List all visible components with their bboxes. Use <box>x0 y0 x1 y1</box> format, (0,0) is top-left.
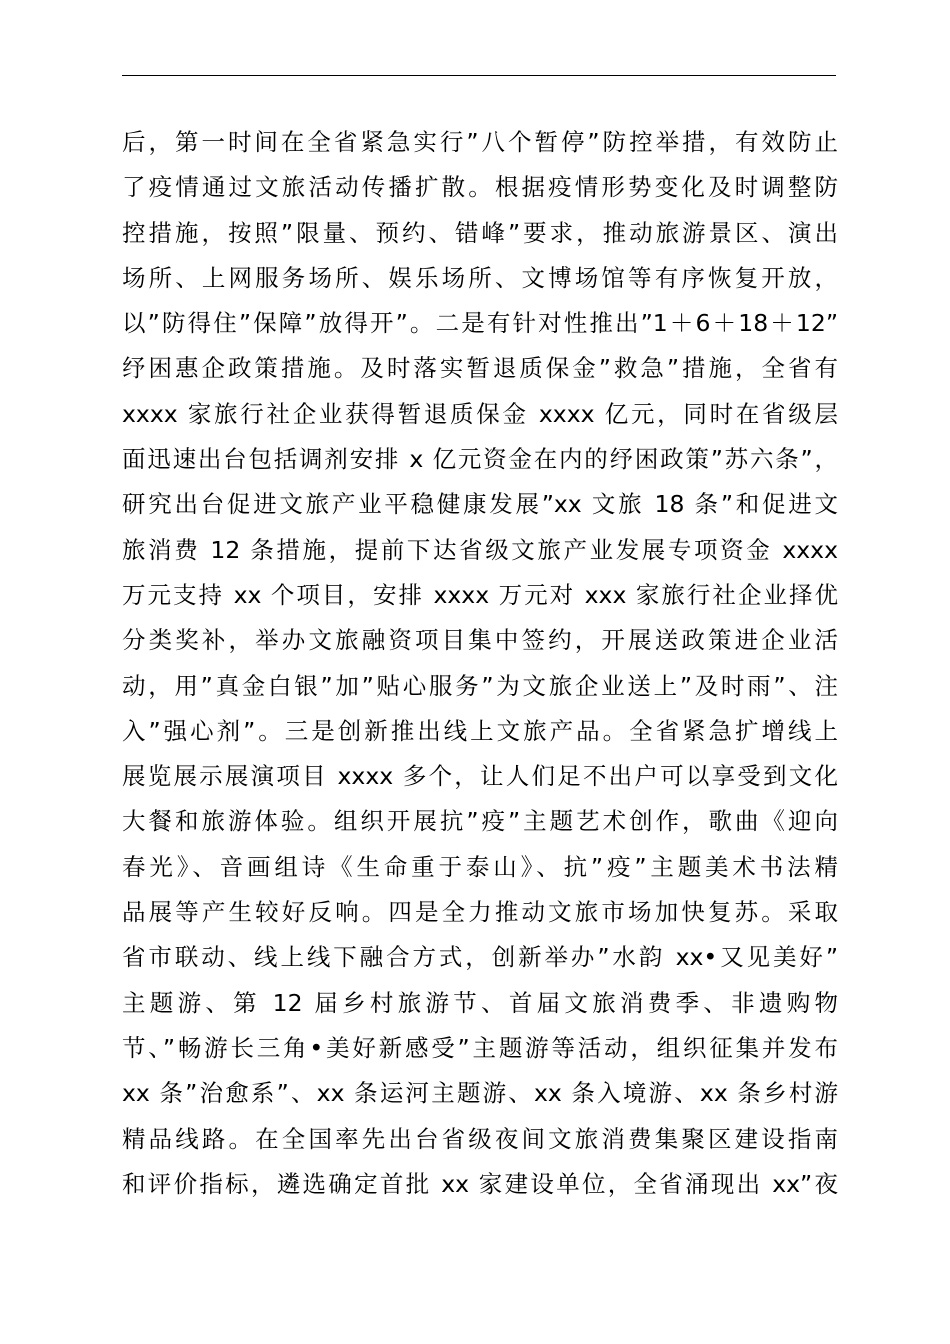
text-line: 后，第一时间在全省紧急实行”八个暂停”防控举措，有效防止 <box>122 128 838 156</box>
text-line: 省市联动、线上线下融合方式，创新举办”水韵 xx•又见美好” <box>122 943 838 972</box>
text-line: 品展等产生较好反响。四是全力推动文旅市场加快复苏。采取 <box>122 898 838 927</box>
text-line: 面迅速出台包括调剂安排 x 亿元资金在内的纾困政策”苏六条”， <box>122 445 838 474</box>
text-line: 分类奖补，举办文旅融资项目集中签约，开展送政策进企业活 <box>122 626 838 655</box>
text-line: 了疫情通过文旅活动传播扩散。根据疫情形势变化及时调整防 <box>122 173 838 202</box>
text-line: 精品线路。在全国率先出台省级夜间文旅消费集聚区建设指南 <box>122 1124 838 1153</box>
text-line: 入”强心剂”。三是创新推出线上文旅产品。全省紧急扩增线上 <box>122 716 838 745</box>
body-text <box>122 120 838 1207</box>
text-line: 万元支持 xx 个项目，安排 xxxx 万元对 xxx 家旅行社企业择优 <box>122 580 838 609</box>
text-line: 展览展示展演项目 xxxx 多个，让人们足不出户可以享受到文化 <box>122 762 838 791</box>
text-line: 节、”畅游长三角•美好新感受”主题游等活动，组织征集并发布 <box>122 1033 838 1062</box>
text-line: 纾困惠企政策措施。及时落实暂退质保金”救急”措施，全省有 <box>122 354 838 383</box>
text-line: 主题游、第 12 届乡村旅游节、首届文旅消费季、非遗购物 <box>122 988 838 1017</box>
text-line: xx 条”治愈系”、xx 条运河主题游、xx 条入境游、xx 条乡村游 <box>122 1079 838 1108</box>
text-line: 以”防得住”保障”放得开”。二是有针对性推出”1＋6＋18＋12” <box>122 309 838 338</box>
text-line: 旅消费 12 条措施，提前下达省级文旅产业发展专项资金 xxxx <box>122 535 838 564</box>
text-line: 和评价指标，遴选确定首批 xx 家建设单位，全省涌现出 xx”夜 <box>122 1169 838 1198</box>
text-line: xxxx 家旅行社企业获得暂退质保金 xxxx 亿元，同时在省级层 <box>122 399 838 428</box>
text-line: 动，用”真金白银”加”贴心服务”为文旅企业送上”及时雨”、注 <box>122 671 838 700</box>
text-line: 控措施，按照”限量、预约、错峰”要求，推动旅游景区、演出 <box>122 218 838 247</box>
text-line: 研究出台促进文旅产业平稳健康发展”xx 文旅 18 条”和促进文 <box>122 490 838 519</box>
text-line: 春光》、音画组诗《生命重于泰山》、抗”疫”主题美术书法精 <box>122 852 838 881</box>
text-line: 场所、上网服务场所、娱乐场所、文博场馆等有序恢复开放， <box>122 263 838 292</box>
text-line: 大餐和旅游体验。组织开展抗”疫”主题艺术创作，歌曲《迎向 <box>122 807 838 836</box>
header-rule <box>122 75 836 76</box>
